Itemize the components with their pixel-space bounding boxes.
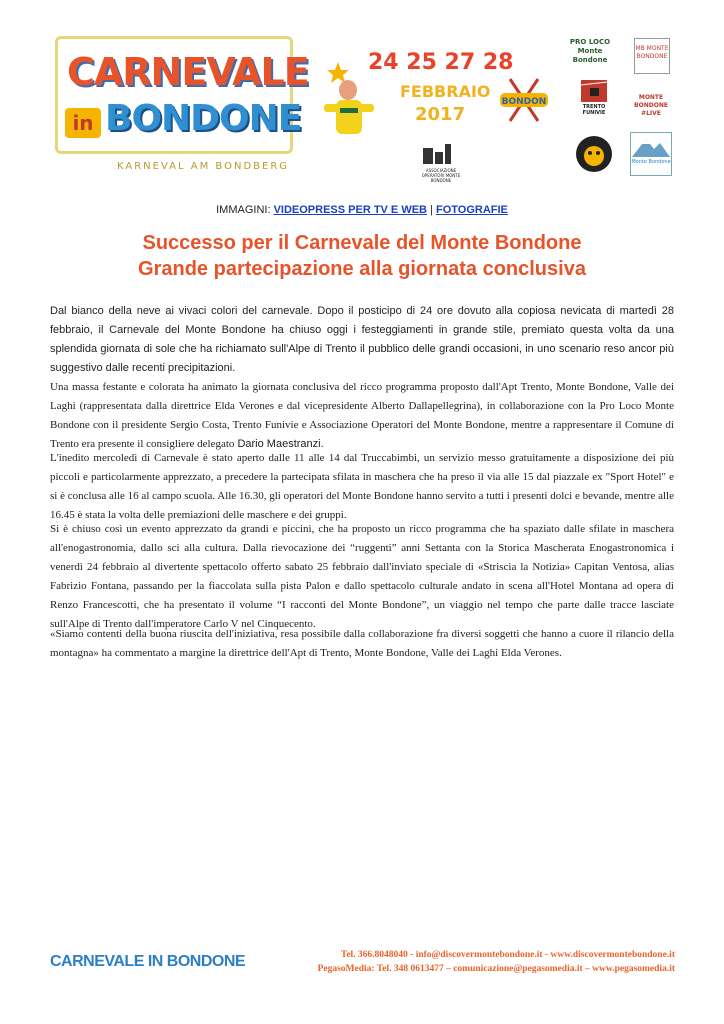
paragraph-intro: Dal bianco della neve ai vivaci colori del carnevale. Dopo il posticipo di 24 ore dovuto alla copiosa nevicata di martedì 28 febbraio, il Carnevale del Monte Bondone ha chiuso oggi i festeggiamenti in grande stile, premiato questa volta da una splendida giornata di sole che ha richiamato sull'Alpe di Trento il pubblico delle grandi occasioni, in uno scenario reso ancor più suggestivo dalle recenti precipitazioni. (50, 305, 674, 374)
paragraph-2-name: Dario Maestranzi. (234, 438, 324, 450)
mb-label: MB MONTE BONDONE (635, 45, 669, 60)
header-banner (0, 0, 724, 195)
trento-funivie-label: TRENTO FUNIVIE (582, 104, 606, 116)
proloco-label: PRO LOCO Monte Bondone (569, 38, 611, 64)
subheadline: Grande partecipazione alla giornata conclusiva (138, 258, 586, 280)
paragraph-5: «Siamo contenti della buona riuscita dell'iniziativa, resa possibile dalla collaborazione fra diversi soggetti che hanno a cuore il rilancio della montagna» ha commentato a margine la direttrice dell'Apt di Trento, Monte Bondone, Valle dei Laghi Elda Verones. (50, 628, 674, 659)
live-logo (630, 94, 672, 118)
live-label: MONTE BONDONE #LIVE (634, 94, 668, 117)
operatori-logo (418, 140, 464, 183)
monkey-logo-icon (574, 134, 614, 174)
image-credits (0, 204, 724, 216)
logo-in: in (65, 108, 101, 138)
videopress-link[interactable]: VIDEOPRESS PER TV E WEB (273, 204, 427, 216)
mountain-icon (632, 133, 670, 157)
trento-funivie-logo (574, 80, 614, 116)
paragraph-2 (50, 378, 674, 454)
ski-label: Monte Bondone (631, 159, 671, 165)
paragraph-4: Si è chiuso così un evento apprezzato da grandi e piccini, che ha proposto un ricco programma che ha spaziato dalle sfilate in maschera all'enogastronomia, dallo sci alla cultura. Dalla rievocazione dei “ruggenti” anni Settanta con la Storica Mascherata Enogastronomica i venerdì 24 febbraio al divertente spettacolo offerto sabato 25 febbraio dall'inviato speciale di «Striscia la Notizia» Capitan Ventosa, alias Fabrizio Fontana, passando per la fiaccolata sulla pista Palon e dallo spettacolo culturale andato in scena all'Hotel Montana ad opera di Renzo Francescotti, che ha presentato il volume “I racconti del Monte Bondone”, un viaggio nel tempo che parte dalle tracce lasciate sull'Alpe di Trento dall'imperatore Carlo V nel Cinquecento. (50, 523, 674, 630)
footer-brand: CARNEVALE IN BONDONE (50, 953, 246, 970)
proloco-logo (566, 38, 614, 65)
paragraph-3: L'inedito mercoledì di Carnevale è stato aperto dalle 11 alle 14 dal Truccabimbi, un servizio messo gratuitamente a disposizione dei più piccoli e particolarmente apprezzato, a precedere la partecipata sfilata in maschera che ha preso il via alle 15 dal piazzale ex "Sport Hotel" e si è conclusa alle 16 al campo scuola. Alle 16.30, gli operatori del Monte Bondone hanno servito a tutti i presenti dolci e bevande, mentre alle 16.45 è stata la volta delle premiazioni delle maschere e dei gruppi. (50, 452, 674, 521)
headline: Successo per il Carnevale del Monte Bondone (142, 232, 582, 254)
logo-line2: BONDONE (105, 98, 302, 139)
ski-logo (630, 132, 672, 176)
fotografie-link[interactable]: FOTOGRAFIE (435, 204, 508, 216)
mb-logo (634, 38, 670, 74)
footer-contacts: Tel. 366.8048040 - info@discovermontebondone.it - www.discovermontebondone.it (340, 950, 675, 960)
bondon-logo (496, 75, 552, 125)
operatori-label: ASSOCIAZIONE OPERATORI MONTE BONDONE (421, 168, 461, 183)
carnevale-logo (55, 36, 309, 186)
credit-prefix: IMMAGINI: (216, 204, 274, 216)
event-year: 2017 (415, 104, 466, 125)
logo-subtitle: KARNEVAL AM BONDBERG (117, 161, 290, 172)
credit-separator: | (426, 204, 436, 216)
castle-icon (419, 140, 463, 166)
event-month: FEBBRAIO (400, 82, 491, 101)
footer-press-contacts: PegasoMedia: Tel. 348 0613477 – comunicazione@pegasomedia.it – www.pegasomedia.it (317, 964, 675, 974)
funivia-icon (581, 80, 607, 102)
paragraph-2-text: Una massa festante e colorata ha animato la giornata conclusiva del ricco programma proposto dall'Apt Trento, Monte Bondone, Valle dei Laghi (rappresentata dalla direttrice Elda Verones e dal vicepresidente Alberto Dallapellegrina), in collaborazione con la Pro Loco Monte Bondone con il presidente Sergio Costa, Trento Funivie e Associazione Operatori del Monte Bondone, mentre a rappresentare il Comune di Trento era presente il consigliere delegato (50, 381, 674, 450)
logo-line1: CARNEVALE (67, 50, 309, 94)
event-dates: 24 25 27 28 (368, 50, 514, 75)
bondon-label: BONDON (501, 97, 547, 107)
